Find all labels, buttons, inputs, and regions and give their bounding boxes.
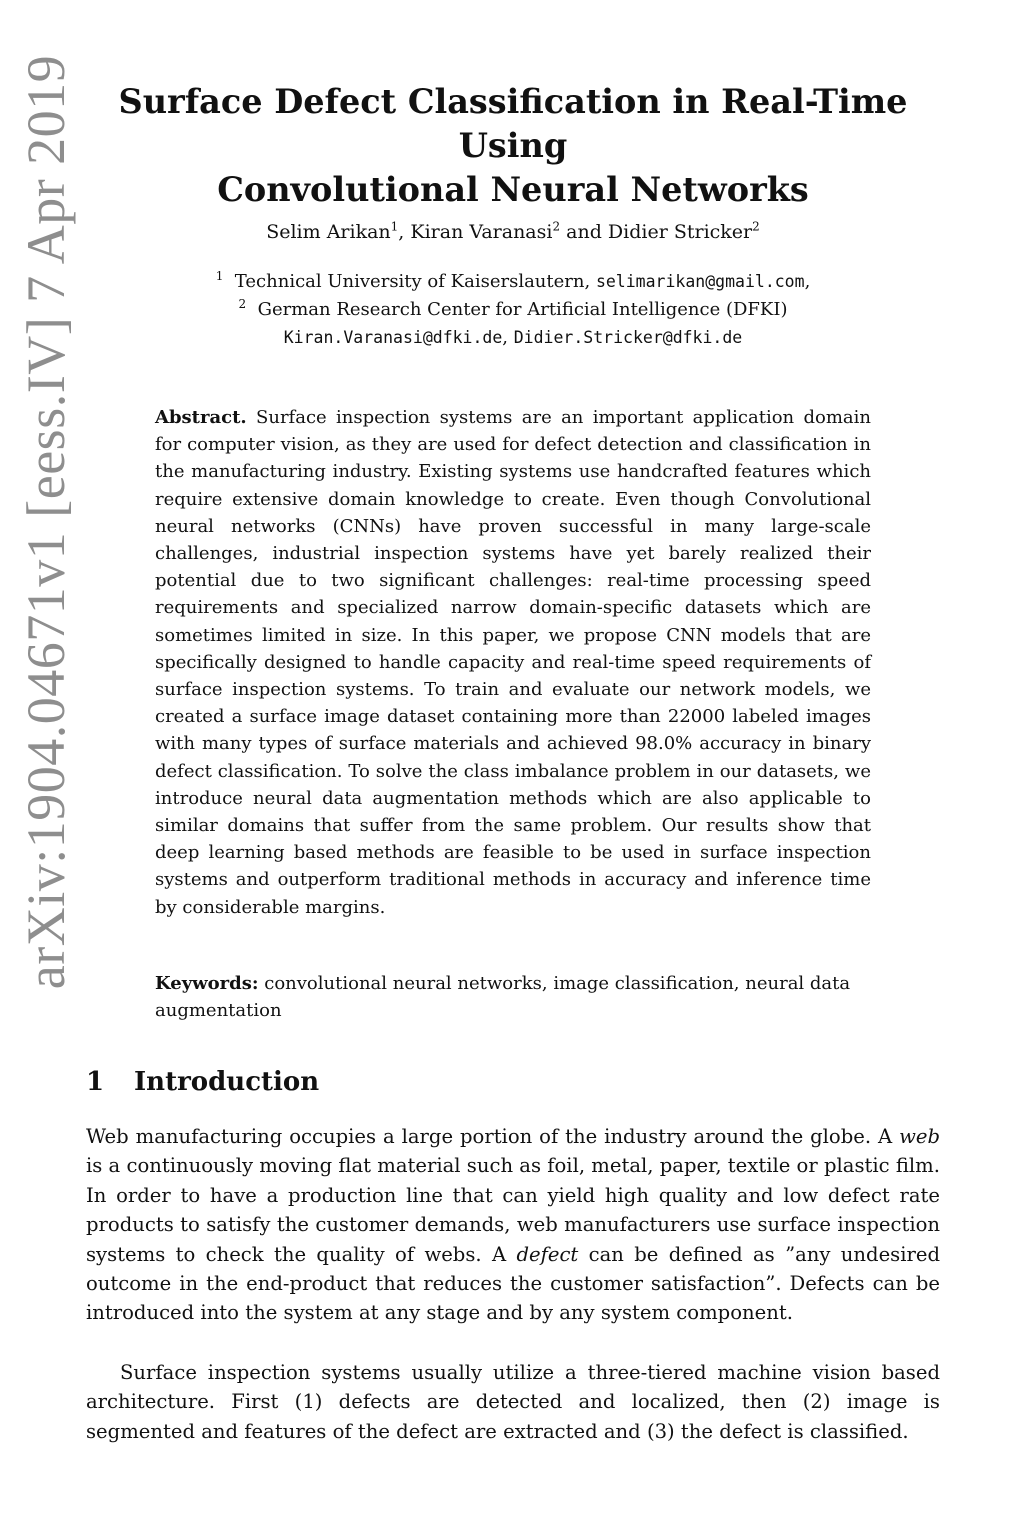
title-line-2: Convolutional Neural Networks xyxy=(217,170,809,209)
paper-title xyxy=(80,80,946,212)
affiliation-1 xyxy=(80,268,946,296)
paragraph-text: Web manufacturing occupies a large portion of the industry around the globe. A xyxy=(86,1125,900,1148)
abstract-text: Surface inspection systems are an important application domain for computer vision, as they are used for defect detection and classification in the manufacturing industry. Existing systems use handcrafted features which require extensive domain knowledge to create. Even though Convolutional neural networks (CNNs) have proven successful in many large-scale challenges, industrial inspection systems have yet barely realized their potential due to two significant challenges: real-time processing speed requirements and specialized narrow domain-specific datasets which are sometimes limited in size. In this paper, we propose CNN models that are specifically designed to handle capacity and real-time speed requirements of surface inspection systems. To train and evaluate our network models, we created a surface image dataset containing more than 22000 labeled images with many types of surface materials and achieved 98.0% accuracy in binary defect classification. To solve the class imbalance problem in our datasets, we introduce neural data augmentation methods which are also applicable to similar domains that suffer from the same problem. Our results show that deep learning based methods are feasible to be used in surface inspection systems and outperform traditional methods in accuracy and inference time by considerable margins. xyxy=(155,407,871,918)
body-paragraph: Surface inspection systems usually utilize a three-tiered machine vision based architecture. First (1) defects are detected and localized, then (2) image is segmented and features of the defect are extracted and (3) the defect is classified. xyxy=(86,1361,940,1443)
author-name: Selim Arikan xyxy=(266,221,391,243)
paragraph-text: can be defined as ”any undesired outcome in the end-product that reduces the customer satisfaction”. Defects can be introduced into the system at any stage and by any system component. xyxy=(86,1242,940,1325)
author-affiliation-mark: 2 xyxy=(552,219,561,234)
arxiv-sidebar xyxy=(8,54,84,990)
section-heading xyxy=(86,1062,319,1102)
affiliation-mark: 2 xyxy=(238,297,247,311)
keywords-label: Keywords: xyxy=(155,973,259,994)
author-affiliation-mark: 1 xyxy=(390,219,399,234)
email-link[interactable]: selimarikan@gmail.com xyxy=(595,272,805,291)
author-name: Didier Stricker xyxy=(607,221,753,243)
affiliation-text: German Research Center for Artificial Intelligence (DFKI) xyxy=(257,299,788,320)
abstract xyxy=(155,404,871,921)
author-list xyxy=(80,218,946,246)
title-line-1: Surface Defect Classification in Real-Time Using xyxy=(118,82,908,165)
body-paragraph xyxy=(86,1122,940,1328)
affiliation-text: Technical University of Kaiserslautern, xyxy=(234,271,596,292)
email-link[interactable]: Kiran.Varanasi@dfki.de xyxy=(283,328,503,347)
arxiv-identifier: arXiv:1904.04671v1 [eess.IV] 7 Apr 2019 xyxy=(16,54,76,990)
affiliation-emails xyxy=(80,324,946,352)
keywords xyxy=(155,970,871,1024)
email-link[interactable]: Didier.Stricker@dfki.de xyxy=(513,328,743,347)
keywords-text: convolutional neural networks, image classification, neural data augmentation xyxy=(155,973,851,1021)
author-name: Kiran Varanasi xyxy=(410,221,553,243)
affiliation-mark: 1 xyxy=(215,269,224,283)
affiliation-punct: , xyxy=(804,271,811,292)
author-affiliation-mark: 2 xyxy=(752,219,760,234)
author-separator: , xyxy=(398,221,411,243)
abstract-label: Abstract. xyxy=(155,407,247,428)
section-number: 1 xyxy=(86,1067,105,1097)
paragraph-text: is a continuously moving flat material such as foil, metal, paper, textile or plastic film. In order to have a production line that can yield high quality and low defect rate products to satisfy the customer demands, web manufacturers use surface inspection systems to check the quality of webs. A xyxy=(86,1154,940,1266)
emphasis-term: defect xyxy=(516,1242,579,1266)
author-separator: and xyxy=(560,221,608,243)
affiliations xyxy=(80,268,946,352)
section-title: Introduction xyxy=(134,1067,320,1097)
email-separator: , xyxy=(502,327,514,348)
emphasis-term: web xyxy=(899,1125,940,1148)
affiliation-2 xyxy=(80,296,946,324)
